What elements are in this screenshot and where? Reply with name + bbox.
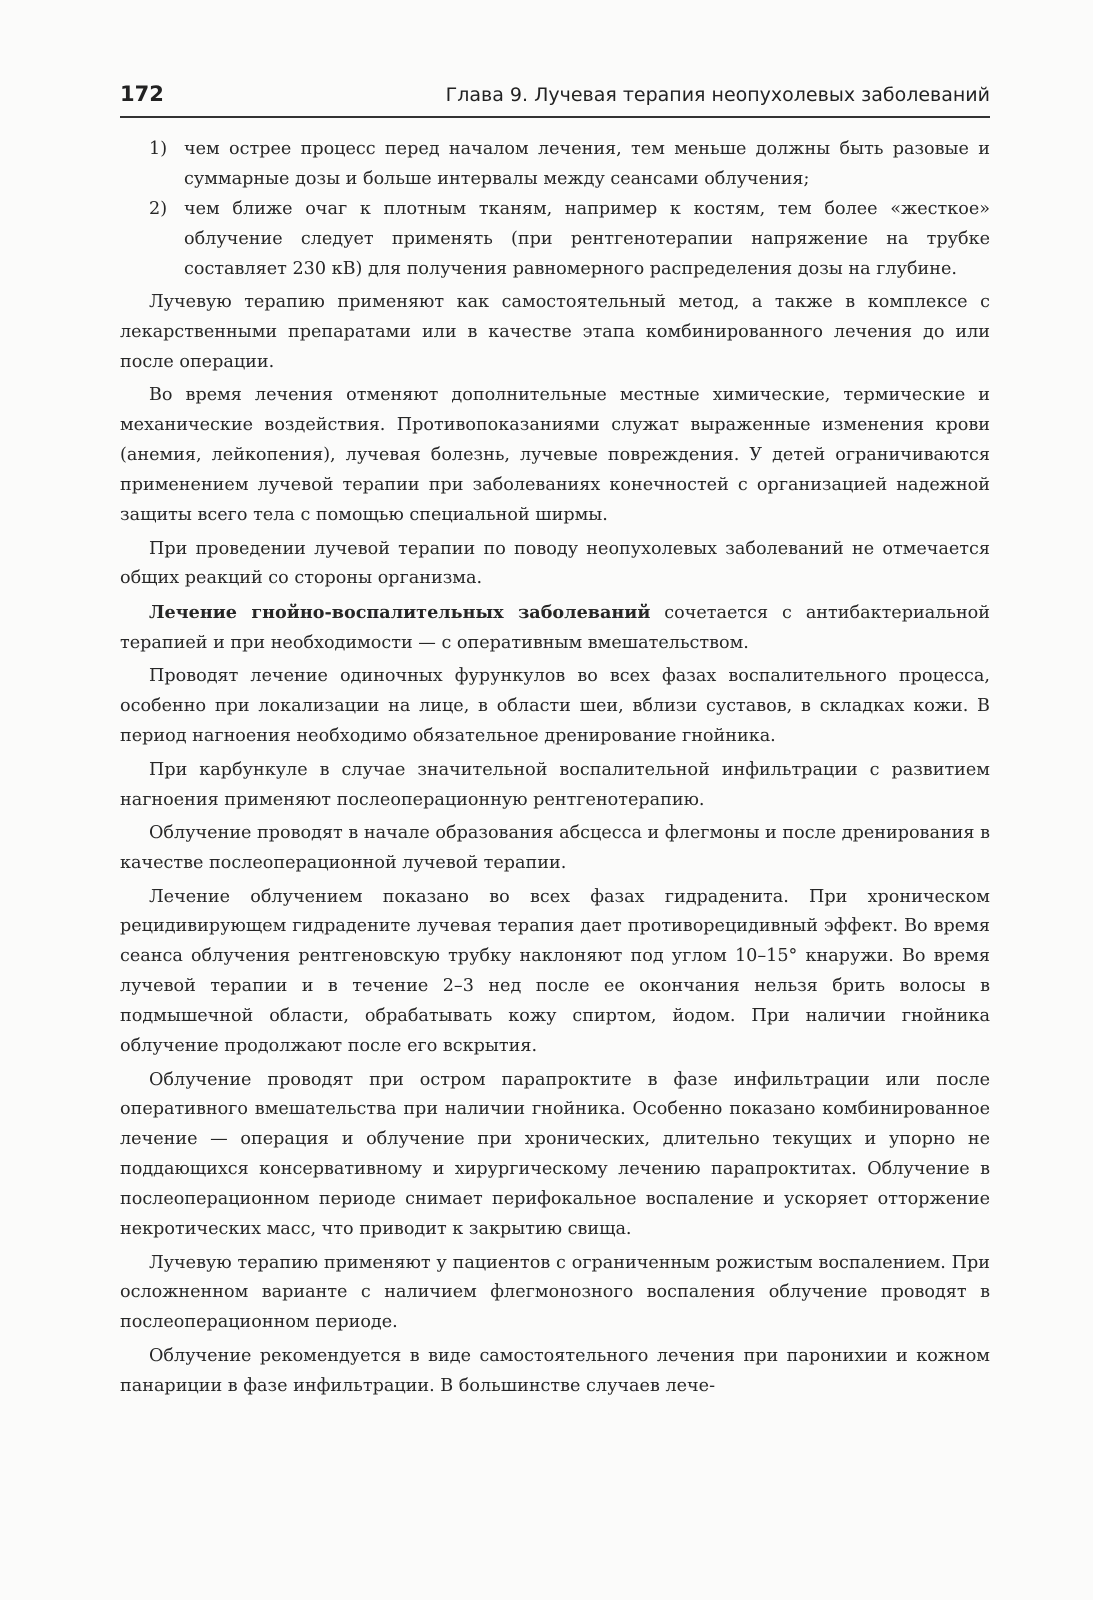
list-item-text: чем ближе очаг к плотным тканям, например к костям, тем более «жесткое» облучение следует применять (при рентгенотерапии напряжение на трубке составляет 230 кВ) для получения равномерного распределения дозы на глубине. bbox=[184, 198, 990, 279]
paragraph: Во время лечения отменяют дополнительные местные химические, термические и механические воздействия. Противопоказаниями служат выраженные изменения крови (анемия, лейкопения), лучевая болезнь, лучевые повреждения. У детей ограничиваются применением лучевой терапии при заболеваниях конечностей с организацией надежной защиты всего тела с помощью специальной ширмы. bbox=[120, 385, 990, 526]
running-title: Глава 9. Лучевая терапия неопухолевых заболеваний bbox=[445, 84, 990, 106]
section-heading: Лечение гнойно-воспалительных заболеваний bbox=[149, 601, 651, 623]
paragraph bbox=[120, 598, 990, 659]
page-body bbox=[120, 135, 990, 1405]
paragraph-text: сочетается с антибактериальной терапией и при необходимости — с оперативным вмешательством. bbox=[120, 602, 990, 653]
paragraph: Лучевую терапию применяют у пациентов с ограниченным рожистым воспалением. При осложненном варианте с наличием флегмонозного воспаления облучение проводят в послеоперационном периоде. bbox=[120, 1252, 990, 1333]
list-item bbox=[120, 135, 990, 195]
paragraph: Лучевую терапию применяют как самостоятельный метод, а также в комплексе с лекарственными препаратами или в качестве этапа комбинированного лечения до или после операции. bbox=[120, 292, 990, 372]
list-item-text: чем острее процесс перед началом лечения, тем меньше должны быть разовые и суммарные дозы и больше интервалы между сеансами облучения; bbox=[184, 139, 990, 189]
paragraph: Облучение проводят в начале образования абсцесса и флегмоны и после дренирования в качестве послеоперационной лучевой терапии. bbox=[120, 823, 990, 873]
paragraph: При карбункуле в случае значительной воспалительной инфильтрации с развитием нагноения применяют послеоперационную рентгенотерапию. bbox=[120, 759, 990, 810]
paragraph: Проводят лечение одиночных фурункулов во всех фазах воспалительного процесса, особенно при локализации на лице, в области шеи, вблизи суставов, в складках кожи. В период нагноения необходимо обязательное дренирование гнойника. bbox=[120, 666, 990, 747]
paragraph: Лечение облучением показано во всех фазах гидраденита. При хроническом рецидивирующем гидрадените лучевая терапия дает противорецидивный эффект. Во время сеанса облучения рентгеновскую трубку наклоняют под углом 10–15° кнаружи. Во время лучевой терапии и в течение 2–3 нед после ее окончания нельзя брить волосы в подмышечной области, обрабатывать кожу спиртом, йодом. При наличии гнойника облучение продолжают после его вскрытия. bbox=[120, 886, 990, 1057]
paragraph: Облучение проводят при остром парапроктите в фазе инфильтрации или после оперативного вмешательства при наличии гнойника. Особенно показано комбинированное лечение — операция и облучение при хронических, длительно текущих и упорно не поддающихся консервативному и хирургическому лечению парапроктитах. Облучение в послеоперационном периоде снимает перифокальное воспаление и ускоряет отторжение некротических масс, что приводит к закрытию свища. bbox=[120, 1069, 990, 1240]
page-number: 172 bbox=[120, 82, 164, 106]
paragraph: Облучение рекомендуется в виде самостоятельного лечения при паронихии и кожном панариции в фазе инфильтрации. В большинстве случаев лече- bbox=[120, 1345, 990, 1396]
list-item-number: 2) bbox=[149, 198, 168, 219]
list-item bbox=[120, 195, 990, 285]
page-header bbox=[120, 80, 990, 118]
list-item-number: 1) bbox=[149, 139, 168, 159]
paragraph: При проведении лучевой терапии по поводу неопухолевых заболеваний не отмечается общих реакций со стороны организма. bbox=[120, 538, 990, 589]
